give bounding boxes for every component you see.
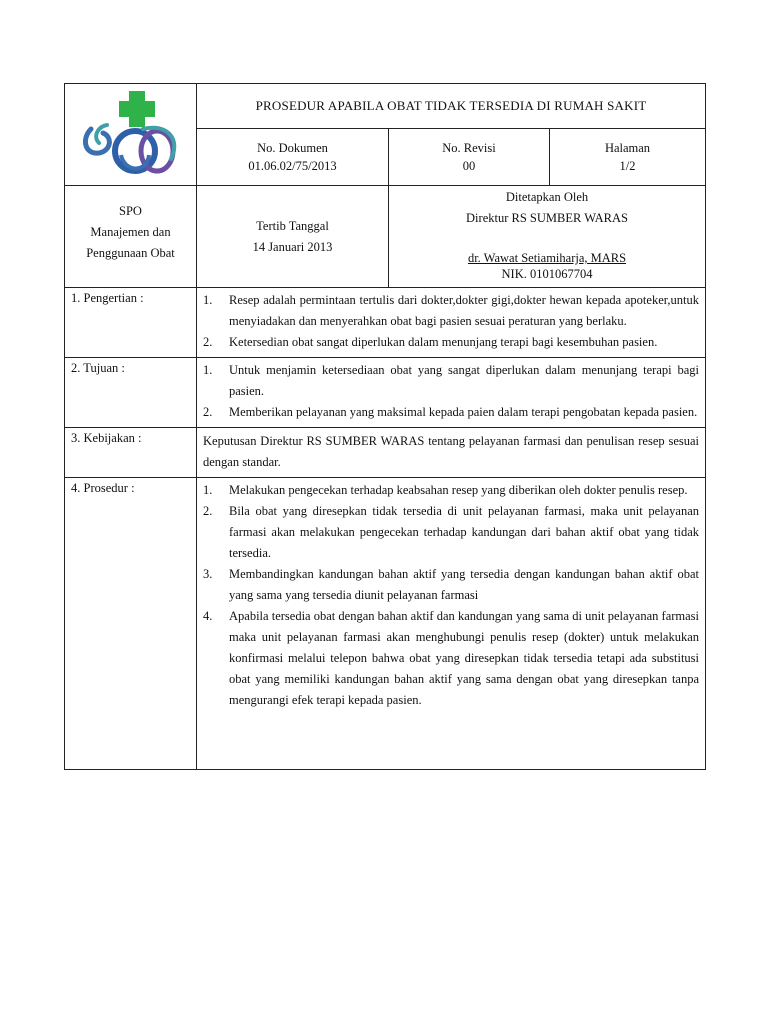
approval-director: Direktur RS SUMBER WARAS <box>466 211 628 225</box>
document-title: PROSEDUR APABILA OBAT TIDAK TERSEDIA DI RUMAH SAKIT <box>197 84 706 129</box>
hospital-logo-icon <box>77 89 185 177</box>
logo-cell <box>65 84 197 186</box>
list-item: 1. Melakukan pengecekan terhadap keabsahan resep yang diberikan oleh dokter penulis resep. <box>203 483 688 497</box>
section-label-prosedur: 4. Prosedur : <box>65 478 197 770</box>
issue-date-label: Tertib Tanggal <box>256 218 329 233</box>
section-content-prosedur <box>197 478 706 770</box>
revision-label: No. Revisi <box>442 141 496 155</box>
list-item: 2. Bila obat yang diresepkan tidak tersedia di unit pelayanan farmasi, maka unit pelayanan farmasi akan melakukan pengecekan terhadap kandungan dari bahan aktif obat yang tidak tersedia. <box>203 504 700 560</box>
issue-date-value: 14 Januari 2013 <box>252 239 333 254</box>
revision-cell <box>389 129 550 186</box>
doc-number-value: 01.06.02/75/2013 <box>248 159 337 173</box>
spo-subtitle-line1: Manajemen dan <box>90 225 171 239</box>
spo-cell <box>65 186 197 288</box>
section-label-tujuan: 2. Tujuan : <box>65 358 197 428</box>
doc-number-cell <box>197 129 389 186</box>
issue-date-cell <box>197 186 389 288</box>
spo-title: SPO <box>119 204 142 218</box>
list-item: 4. Apabila tersedia obat dengan bahan aktif dan kandungan yang sama di unit pelayanan farmasi maka unit pelayanan farmasi akan menghubungi penulis resep (dokter) untuk melakukan konfirmasi melalui telepon bahwa obat yang diresepkan tidak tersedia tetapi ada substitusi obat yang memiliki kandungan bahan aktif yang sama dengan obat yang diresepkan tanpa mengurangi efek terapi kepada pasien. <box>203 609 700 707</box>
section-content-pengertian <box>197 288 706 358</box>
list-item: 1. Resep adalah permintaan tertulis dari dokter,dokter gigi,dokter hewan kepada apoteker,untuk menyiadakan dan menyerahkan obat bagi pasien sesuai peraturan yang berlaku. <box>203 293 700 328</box>
section-label-pengertian: 1. Pengertian : <box>65 288 197 358</box>
list-item: 2. Memberikan pelayanan yang maksimal kepada paien dalam terapi pengobatan kepada pasien. <box>203 405 698 419</box>
page-cell <box>550 129 706 186</box>
kebijakan-text: Keputusan Direktur RS SUMBER WARAS tentang pelayanan farmasi dan penulisan resep sesuai dengan standar. <box>203 434 700 469</box>
doc-number-label: No. Dokumen <box>257 141 328 155</box>
section-label-kebijakan: 3. Kebijakan : <box>65 428 197 478</box>
page-label: Halaman <box>604 141 651 155</box>
signatory-nik: NIK. 0101067704 <box>501 267 593 281</box>
section-content-tujuan <box>197 358 706 428</box>
approval-label: Ditetapkan Oleh <box>505 190 589 204</box>
spo-document-table <box>64 83 706 770</box>
signatory-name: dr. Wawat Setiamiharja, MARS <box>467 251 627 265</box>
page-value: 1/2 <box>619 159 636 173</box>
section-content-kebijakan <box>197 428 706 478</box>
list-item: 1. Untuk menjamin ketersediaan obat yang sangat diperlukan dalam menunjang terapi bagi pasien. <box>203 363 700 398</box>
list-item: 2. Ketersedian obat sangat diperlukan dalam menunjang terapi bagi kesembuhan pasien. <box>203 335 658 349</box>
spo-subtitle-line2: Penggunaan Obat <box>86 246 175 260</box>
approval-cell <box>389 186 706 288</box>
revision-value: 00 <box>462 159 476 173</box>
list-item: 3. Membandingkan kandungan bahan aktif yang tersedia dengan kandungan bahan aktif obat yang sama yang tersedia diunit pelayanan farmasi <box>203 567 700 602</box>
